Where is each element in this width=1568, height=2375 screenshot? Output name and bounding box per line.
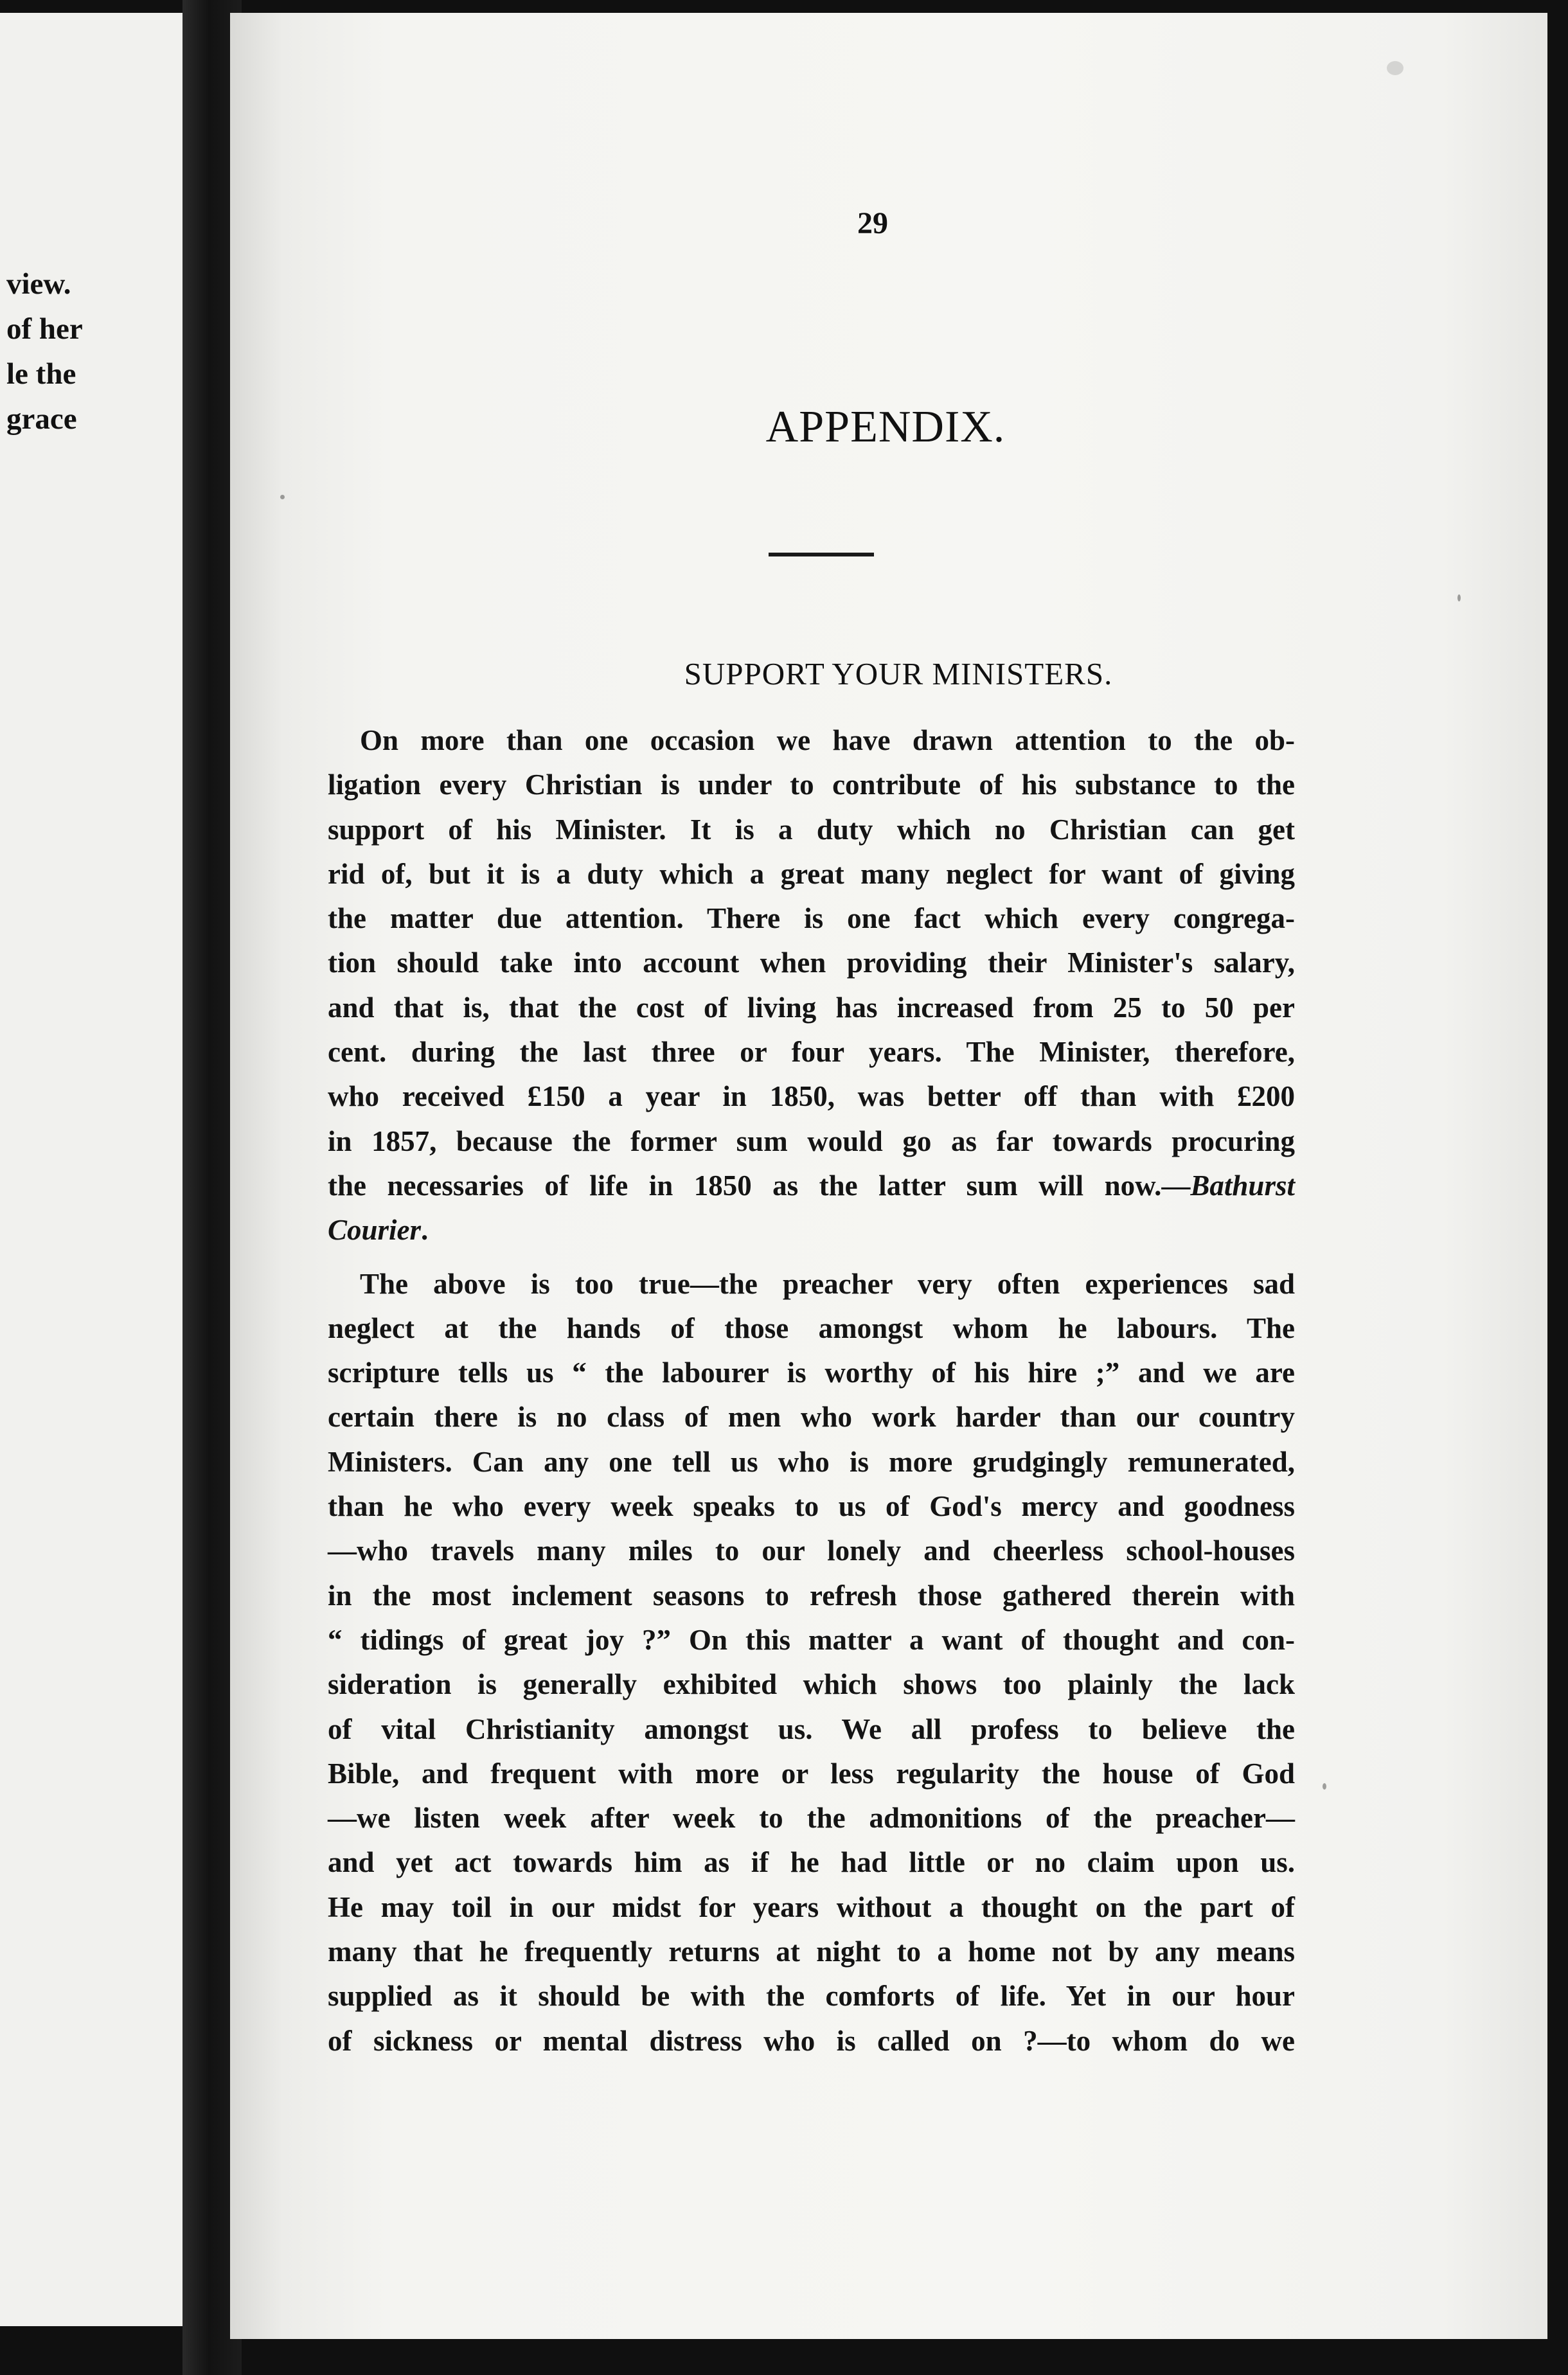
text-line: in 1857, because the former sum would go as far towards procuring [328, 1125, 1295, 1157]
text-line: than he who every week speaks to us of God's mercy and goodness [328, 1490, 1295, 1523]
text-line: supplied as it should be with the comforts of life. Yet in our hour [328, 1980, 1295, 2013]
book-page [230, 13, 1547, 2339]
paper-speck [1457, 594, 1461, 601]
text-line: sideration is generally exhibited which shows too plainly the lack [328, 1668, 1295, 1701]
text-line: “ tidings of great joy ?” On this matter a want of thought and con- [328, 1623, 1295, 1656]
section-heading: SUPPORT YOUR MINISTERS. [684, 656, 1113, 691]
text-line: and yet act towards him as if he had little or no claim upon us. [328, 1846, 1295, 1879]
paper-speck [1323, 1783, 1326, 1790]
text-line: support of his Minister. It is a duty which no Christian can get [328, 813, 1295, 846]
source-attribution: Bathurst [1190, 1169, 1295, 1202]
text-line: certain there is no class of men who work harder than our country [328, 1401, 1295, 1434]
text-line: He may toil in our midst for years without a thought on the part of [328, 1890, 1295, 1923]
text-line: Bible, and frequent with more or less regularity the house of God [328, 1757, 1295, 1790]
source-attribution: Courier [328, 1214, 422, 1247]
title-rule [769, 553, 874, 556]
text-line: tion should take into account when providing their Minister's salary, [328, 947, 1295, 979]
text-line: ligation every Christian is under to contribute of his substance to the [328, 769, 1295, 801]
paragraph [328, 1262, 1295, 2063]
text-line: of sickness or mental distress who is called on ?—to whom do we [328, 2024, 1295, 2057]
text-line-with-source [328, 1164, 1295, 1208]
text-line: the matter due attention. There is one fact which every congrega- [328, 902, 1295, 935]
text-line: The above is too true—the preacher very often experiences sad [360, 1267, 1295, 1300]
text-line: of vital Christianity amongst us. We all profess to believe the [328, 1712, 1295, 1745]
paragraph [328, 718, 1295, 1253]
left-facing-page [0, 13, 209, 2326]
source-line [328, 1208, 1295, 1252]
left-page-fragment: grace [6, 402, 77, 436]
page-number: 29 [857, 206, 888, 240]
left-page-fragment: view. [6, 267, 71, 301]
text-line: rid of, but it is a duty which a great many neglect for want of giving [328, 857, 1295, 890]
text-line: who received £150 a year in 1850, was better off than with £200 [328, 1080, 1295, 1113]
text-line: the necessaries of life in 1850 as the latter sum will now.— [328, 1169, 1191, 1202]
text-line: On more than one occasion we have drawn attention to the ob- [360, 724, 1295, 756]
text-line: in the most inclement seasons to refresh those gathered therein with [328, 1579, 1295, 1612]
left-page-fragment: le the [6, 357, 76, 391]
left-page-fragment: of her [6, 312, 83, 346]
text-line: scripture tells us “ the labourer is worthy of his hire ;” and we are [328, 1357, 1295, 1389]
article-body [328, 718, 1295, 2063]
source-end: . [421, 1214, 429, 1247]
page-title: APPENDIX. [765, 402, 1006, 452]
text-line: and that is, that the cost of living has increased from 25 to 50 per [328, 991, 1295, 1024]
paper-speck [1387, 61, 1403, 75]
paper-speck [280, 495, 285, 499]
text-line: —who travels many miles to our lonely and cheerless school-houses [328, 1534, 1295, 1567]
text-line: Ministers. Can any one tell us who is more grudgingly remunerated, [328, 1445, 1295, 1478]
text-line: neglect at the hands of those amongst whom he labours. The [328, 1312, 1295, 1344]
text-line: many that he frequently returns at night to a home not by any means [328, 1935, 1295, 1968]
text-line: cent. during the last three or four years. The Minister, therefore, [328, 1036, 1295, 1069]
text-line: —we listen week after week to the admonitions of the preacher— [328, 1802, 1295, 1835]
